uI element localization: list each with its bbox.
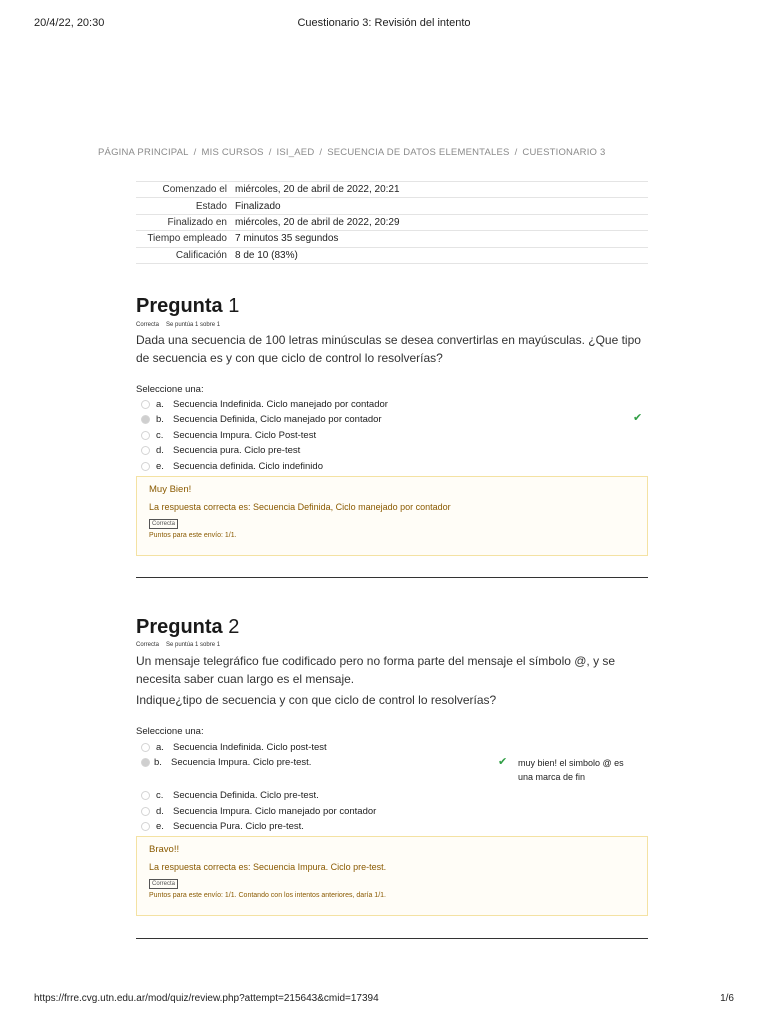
radio-button[interactable] <box>141 446 150 455</box>
question-2-prompt: Seleccione una: <box>136 726 204 737</box>
option-letter: c. <box>156 790 164 801</box>
breadcrumb-section[interactable]: SECUENCIA DE DATOS ELEMENTALES <box>327 147 510 158</box>
summary-row-finished <box>136 214 648 230</box>
question-2-option-d[interactable] <box>141 806 376 817</box>
summary-row-time <box>136 231 648 247</box>
question-2-option-c[interactable] <box>141 790 319 801</box>
question-state: Correcta <box>136 642 160 648</box>
option-text: Secuencia definida. Ciclo indefinido <box>173 461 323 472</box>
breadcrumb-course[interactable]: ISI_AED <box>276 147 315 158</box>
right-answer: La respuesta correcta es: Secuencia Definida, Ciclo manejado por contador <box>149 502 451 512</box>
option-text: Secuencia Impura. Ciclo pre-test. <box>171 757 312 768</box>
option-text: Secuencia Definida. Ciclo pre-test. <box>173 790 319 801</box>
right-answer: La respuesta correcta es: Secuencia Impura. Ciclo pre-test. <box>149 862 387 872</box>
question-1-option-d[interactable] <box>141 445 300 456</box>
radio-button-selected[interactable] <box>141 415 150 424</box>
option-letter: c. <box>156 430 164 441</box>
state-badge: Correcta <box>149 519 178 529</box>
question-1-text: Dada una secuencia de 100 letras minúsculas se desea convertirlas en mayúsculas. ¿Que tipo de secuencia es y con que ciclo de control lo resolverías? <box>136 333 641 365</box>
option-text: Secuencia Definida, Ciclo manejado por contador <box>173 414 382 425</box>
breadcrumb-separator: / <box>319 147 323 158</box>
question-1-prompt: Seleccione una: <box>136 384 204 395</box>
print-page-number: 1/6 <box>720 993 734 1004</box>
question-number: 1 <box>228 295 240 317</box>
breadcrumb-home[interactable]: PÁGINA PRINCIPAL <box>98 147 189 158</box>
attempt-summary-table <box>136 181 648 264</box>
radio-button[interactable] <box>141 822 150 831</box>
summary-row-state <box>136 198 648 214</box>
option-text: Secuencia Impura. Ciclo manejado por contador <box>173 806 377 817</box>
breadcrumb-separator: / <box>514 147 518 158</box>
option-text: Secuencia Indefinida. Ciclo manejado por contador <box>173 399 388 410</box>
breadcrumb <box>98 147 605 158</box>
option-letter: d. <box>156 445 164 456</box>
question-divider <box>136 938 648 939</box>
summary-value: miércoles, 20 de abril de 2022, 20:21 <box>235 182 648 198</box>
radio-button[interactable] <box>141 791 150 800</box>
question-2-feedback-box <box>136 836 648 916</box>
option-text: Secuencia Indefinida. Ciclo post-test <box>173 742 327 753</box>
question-1-option-a[interactable] <box>141 399 388 410</box>
option-text: Secuencia Impura. Ciclo Post-test <box>173 430 317 441</box>
option-letter: b. <box>154 757 162 768</box>
summary-label: Finalizado en <box>136 214 235 230</box>
question-1-meta <box>136 322 220 328</box>
breadcrumb-separator: / <box>268 147 272 158</box>
question-2-option-e[interactable] <box>141 821 304 832</box>
option-text: Secuencia pura. Ciclo pre-test <box>173 445 301 456</box>
summary-label: Calificación <box>136 247 235 263</box>
question-2-option-b[interactable] <box>141 757 311 768</box>
radio-button[interactable] <box>141 743 150 752</box>
summary-label: Estado <box>136 198 235 214</box>
question-grade: Se puntúa 1 sobre 1 <box>166 322 221 328</box>
breadcrumb-quiz[interactable]: CUESTIONARIO 3 <box>522 147 606 158</box>
radio-button[interactable] <box>141 431 150 440</box>
summary-label: Tiempo empleado <box>136 231 235 247</box>
question-1-option-b[interactable] <box>141 414 382 425</box>
question-1-option-e[interactable] <box>141 461 323 472</box>
summary-label: Comenzado el <box>136 182 235 198</box>
option-letter: d. <box>156 806 164 817</box>
points-for-submission: Puntos para este envío: 1/1. Contando con los intentos anteriores, daría 1/1. <box>149 892 386 899</box>
correct-check-icon: ✔ <box>498 756 508 768</box>
print-footer-url: https://frre.cvg.utn.edu.ar/mod/quiz/review.php?attempt=215643&cmid=17394 <box>34 993 379 1004</box>
question-label: Pregunta <box>136 295 223 317</box>
question-1-option-c[interactable] <box>141 430 316 441</box>
radio-button[interactable] <box>141 400 150 409</box>
option-letter: e. <box>156 821 164 832</box>
radio-button[interactable] <box>141 462 150 471</box>
option-letter: b. <box>156 414 164 425</box>
question-2-text-2: Indique¿tipo de secuencia y con que ciclo de control lo resolverías? <box>136 693 497 707</box>
option-letter: a. <box>156 742 164 753</box>
radio-button[interactable] <box>141 807 150 816</box>
summary-row-started <box>136 182 648 198</box>
option-text: Secuencia Pura. Ciclo pre-test. <box>173 821 304 832</box>
question-2-meta <box>136 642 220 648</box>
question-divider <box>136 577 648 578</box>
question-2-title <box>136 616 239 639</box>
summary-value: miércoles, 20 de abril de 2022, 20:29 <box>235 214 648 230</box>
question-2-option-a[interactable] <box>141 742 327 753</box>
option-letter: e. <box>156 461 164 472</box>
breadcrumb-my-courses[interactable]: MIS CURSOS <box>201 147 264 158</box>
summary-row-grade <box>136 247 648 263</box>
question-1-feedback-box <box>136 476 648 556</box>
question-1-title <box>136 295 239 318</box>
points-for-submission: Puntos para este envío: 1/1. <box>149 532 237 539</box>
summary-value: Finalizado <box>235 198 648 214</box>
general-feedback: Muy Bien! <box>149 484 192 495</box>
correct-check-icon: ✔ <box>633 412 643 424</box>
summary-value: 8 de 10 (83%) <box>235 247 648 263</box>
question-number: 2 <box>228 616 240 638</box>
question-label: Pregunta <box>136 616 223 638</box>
question-grade: Se puntúa 1 sobre 1 <box>166 642 221 648</box>
option-letter: a. <box>156 399 164 410</box>
option-specific-feedback: muy bien! el simbolo @ es una marca de fin <box>518 758 624 782</box>
breadcrumb-separator: / <box>193 147 197 158</box>
general-feedback: Bravo!! <box>149 844 180 855</box>
state-badge: Correcta <box>149 879 178 889</box>
question-2-text: Un mensaje telegráfico fue codificado pero no forma parte del mensaje el símbolo @, y se necesita saber cuan largo es el mensaje. <box>136 654 616 686</box>
print-page-title: Cuestionario 3: Revisión del intento <box>297 17 471 29</box>
radio-button-selected[interactable] <box>141 758 150 767</box>
question-state: Correcta <box>136 322 160 328</box>
print-datetime: 20/4/22, 20:30 <box>34 17 105 29</box>
summary-value: 7 minutos 35 segundos <box>235 231 648 247</box>
